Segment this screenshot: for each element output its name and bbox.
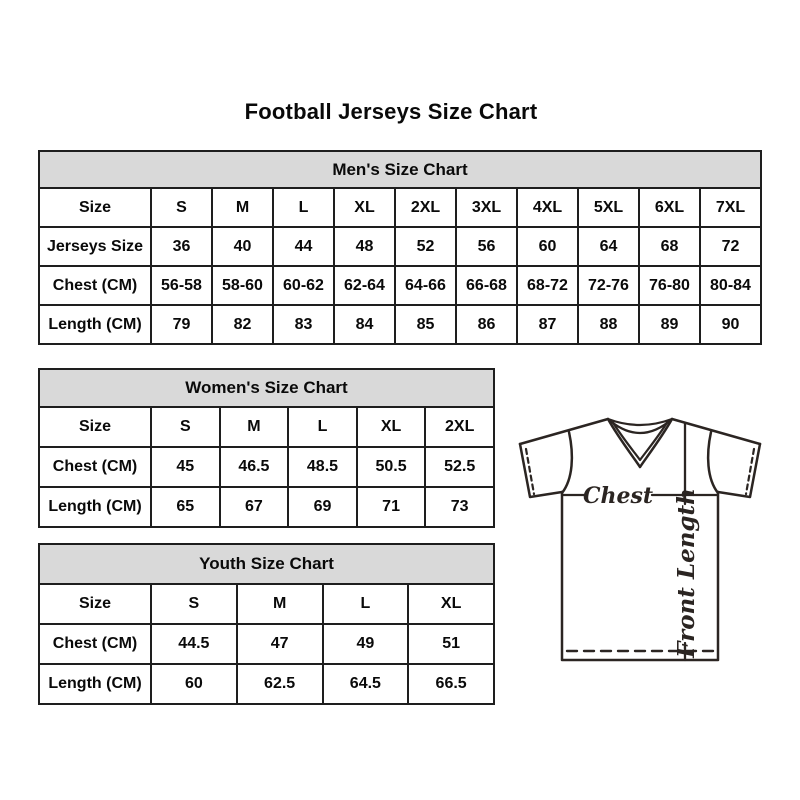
value-cell: 45 [151,447,220,487]
value-cell: 62.5 [237,664,323,704]
value-cell: M [212,188,273,227]
value-cell: 56 [456,227,517,266]
table-title: Youth Size Chart [39,544,494,584]
chest-label: Chest [582,483,654,509]
size-table [38,368,495,528]
size-table [38,150,762,345]
row-label-cell: Length (CM) [39,487,151,527]
table-row [39,584,494,624]
jersey-left-sleeve-seam [562,432,572,493]
value-cell: 5XL [578,188,639,227]
value-cell: 72 [700,227,761,266]
value-cell: 2XL [425,407,494,447]
table-row [39,624,494,664]
table-row [39,447,494,487]
value-cell: 87 [517,305,578,344]
value-cell: 90 [700,305,761,344]
table-row [39,266,761,305]
womens-size-chart [38,368,495,528]
value-cell: S [151,584,237,624]
value-cell: 73 [425,487,494,527]
value-cell: M [220,407,289,447]
front-length-label: Front Length [673,488,700,658]
value-cell: 3XL [456,188,517,227]
table-title: Men's Size Chart [39,151,761,188]
value-cell: 88 [578,305,639,344]
row-label-cell: Length (CM) [39,305,151,344]
jersey-right-sleeve-seam [708,432,718,493]
table-row [39,188,761,227]
value-cell: 86 [456,305,517,344]
value-cell: 6XL [639,188,700,227]
value-cell: M [237,584,323,624]
value-cell: L [323,584,409,624]
value-cell: L [288,407,357,447]
value-cell: 56-58 [151,266,212,305]
value-cell: 2XL [395,188,456,227]
value-cell: XL [334,188,395,227]
value-cell: 52.5 [425,447,494,487]
value-cell: 68 [639,227,700,266]
row-label-cell: Jerseys Size [39,227,151,266]
value-cell: 72-76 [578,266,639,305]
value-cell: 85 [395,305,456,344]
value-cell: 60 [517,227,578,266]
value-cell: L [273,188,334,227]
page-title: Football Jerseys Size Chart [244,99,538,124]
row-label-cell: Size [39,407,151,447]
value-cell: XL [357,407,426,447]
value-cell: 60-62 [273,266,334,305]
value-cell: 67 [220,487,289,527]
value-cell: 89 [639,305,700,344]
value-cell: XL [408,584,494,624]
value-cell: S [151,188,212,227]
value-cell: 47 [237,624,323,664]
value-cell: 49 [323,624,409,664]
value-cell: 64 [578,227,639,266]
value-cell: 46.5 [220,447,289,487]
jersey-measurement-diagram [505,403,775,668]
value-cell: 64.5 [323,664,409,704]
row-label-cell: Chest (CM) [39,266,151,305]
value-cell: 44.5 [151,624,237,664]
row-label-cell: Size [39,584,151,624]
value-cell: 62-64 [334,266,395,305]
value-cell: 52 [395,227,456,266]
table-row [39,487,494,527]
table-row [39,227,761,266]
value-cell: 82 [212,305,273,344]
value-cell: 84 [334,305,395,344]
table-row [39,305,761,344]
value-cell: 58-60 [212,266,273,305]
value-cell: 48.5 [288,447,357,487]
value-cell: S [151,407,220,447]
row-label-cell: Length (CM) [39,664,151,704]
value-cell: 69 [288,487,357,527]
value-cell: 64-66 [395,266,456,305]
value-cell: 68-72 [517,266,578,305]
value-cell: 50.5 [357,447,426,487]
value-cell: 80-84 [700,266,761,305]
value-cell: 60 [151,664,237,704]
value-cell: 48 [334,227,395,266]
value-cell: 65 [151,487,220,527]
jersey-left-shoulder-line [520,419,608,444]
value-cell: 51 [408,624,494,664]
value-cell: 7XL [700,188,761,227]
youth-size-chart [38,543,495,705]
table-title: Women's Size Chart [39,369,494,407]
table-row [39,407,494,447]
value-cell: 44 [273,227,334,266]
value-cell: 83 [273,305,334,344]
value-cell: 71 [357,487,426,527]
row-label-cell: Chest (CM) [39,447,151,487]
jersey-collar-back-arc-1 [608,419,672,425]
size-table [38,543,495,705]
value-cell: 76-80 [639,266,700,305]
value-cell: 4XL [517,188,578,227]
row-label-cell: Chest (CM) [39,624,151,664]
value-cell: 79 [151,305,212,344]
row-label-cell: Size [39,188,151,227]
table-row [39,664,494,704]
value-cell: 36 [151,227,212,266]
value-cell: 40 [212,227,273,266]
value-cell: 66-68 [456,266,517,305]
value-cell: 66.5 [408,664,494,704]
mens-size-chart [38,150,762,345]
